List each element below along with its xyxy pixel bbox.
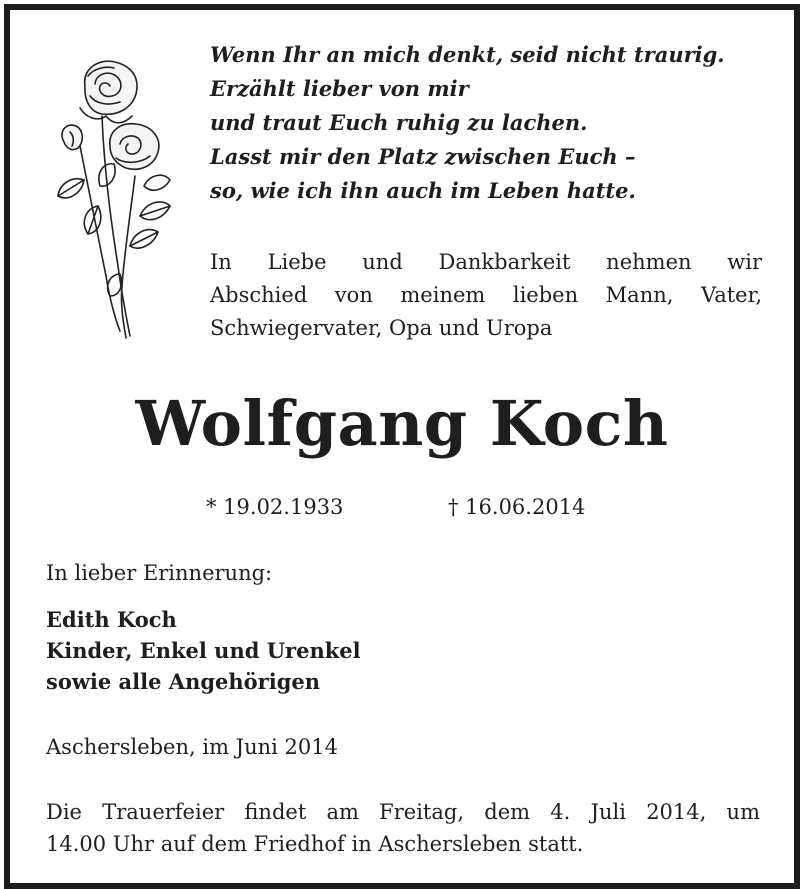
deceased-name: Wolfgang Koch	[135, 387, 669, 460]
family-list	[46, 604, 361, 697]
poem-line: Lasst mir den Platz zwischen Euch –	[210, 144, 636, 169]
intro-text	[210, 246, 762, 345]
family-member: Edith Koch	[46, 607, 177, 632]
intro-line: In Liebe und Dankbarkeit nehmen wir	[210, 250, 762, 274]
poem-line: Wenn Ihr an mich denkt, seid nicht traurig.	[210, 42, 725, 67]
birth-date: * 19.02.1933	[206, 495, 344, 519]
funeral-line: Die Trauerfeier findet am Freitag, dem 4. Juli 2014, um	[46, 800, 760, 824]
funeral-info	[46, 796, 760, 860]
family-member: Kinder, Enkel und Urenkel	[46, 638, 361, 663]
rose-icon	[40, 46, 180, 346]
poem-line: und traut Euch ruhig zu lachen.	[210, 110, 588, 135]
family-member: sowie alle Angehörigen	[46, 669, 321, 694]
memory-label: In lieber Erinnerung:	[46, 561, 273, 585]
poem-line: so, wie ich ihn auch im Leben hatte.	[210, 178, 636, 203]
intro-line: Schwiegervater, Opa und Uropa	[210, 316, 553, 340]
poem	[210, 38, 770, 208]
poem-line: Erzählt lieber von mir	[210, 76, 469, 101]
place-date: Aschersleben, im Juni 2014	[46, 735, 338, 759]
death-date: † 16.06.2014	[448, 495, 586, 519]
obituary-notice	[4, 4, 800, 889]
funeral-line: 14.00 Uhr auf dem Friedhof in Aschersleben statt.	[46, 832, 584, 856]
intro-line: Abschied von meinem lieben Mann, Vater,	[210, 283, 762, 307]
